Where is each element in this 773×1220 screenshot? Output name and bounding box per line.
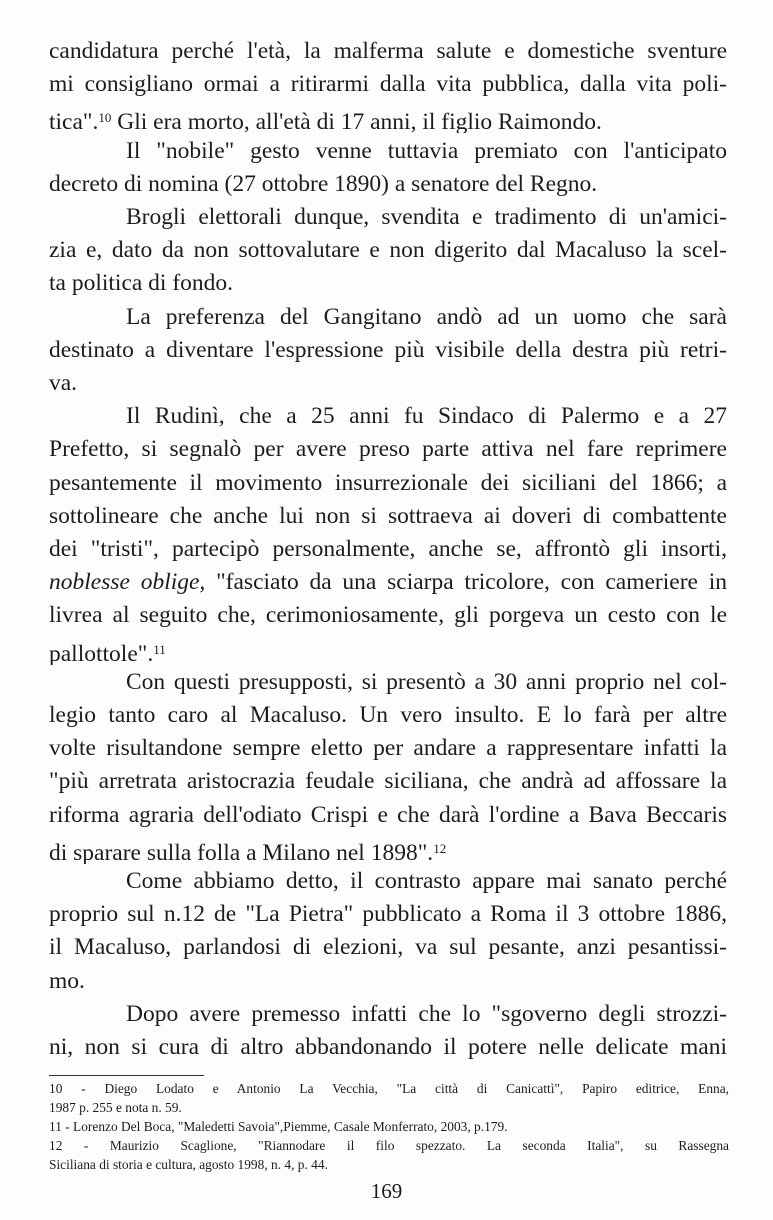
body-line: zia e, dato da non sottovalutare e non digerito dal Macaluso la scel- [49,237,727,264]
body-line: destinato a diventare l'espressione più visibile della destra più retri- [49,336,727,363]
body-line: livrea al seguito che, cerimoniosamente, gli porgeva un cesto con le [49,602,727,629]
footnote-ref: 11 [153,641,166,657]
footnote: 1987 p. 255 e nota n. 59. [49,1100,182,1115]
body-line: il Macaluso, parlandosi di elezioni, va sul pesante, anzi pesantissi- [49,934,727,961]
body-line: tica".$^{10}$ Gli era morto, all'età di 17 anni, il figlio Raimondo. [49,109,602,134]
body-line: pesantemente il movimento insurrezionale dei siciliani del 1866; a [49,469,727,496]
footnote: 12 - Maurizio Scaglione, "Riannodare il filo spezzato. La seconda Italia", su Rassegna [49,1138,729,1153]
body-line: ni, non si cura di altro abbandonando il potere nelle delicate mani [49,1034,727,1060]
footnote-ref: 12 [433,840,447,856]
body-line: ta politica di fondo. [49,270,234,297]
footnote: 10 - Diego Lodato e Antonio La Vecchia, "La città di Canicattì", Papiro editrice, Enna, [49,1081,729,1096]
page-number: 169 [370,1179,403,1203]
body-line: riforma agraria dell'odiato Crispi e che darà l'ordine a Bava Beccaris [49,801,727,828]
italic-phrase: noblesse oblige, [49,569,206,596]
body-line: Brogli elettorali dunque, svendita e tradimento di un'amici- [126,204,727,230]
body-line: mi consigliano ormai a ritirarmi dalla vita pubblica, dalla vita poli- [49,71,727,98]
footnote-separator [49,1075,204,1076]
footnote: Siciliana di storia e cultura, agosto 1998, n. 4, p. 44. [49,1157,328,1172]
body-line: proprio sul n.12 de "La Pietra" pubblicato a Roma il 3 ottobre 1886, [49,901,727,928]
body-line: "più arretrata aristocrazia feudale siciliana, che andrà ad affossare la [49,768,727,795]
body-line: dei "tristi", partecipò personalmente, anche se, affrontò gli insorti, [49,536,727,562]
body-line: Con questi presupposti, si presentò a 30 anni proprio nel col- [126,668,727,695]
body-line: va. [49,370,78,396]
footnote: 11 - Lorenzo Del Boca, "Maledetti Savoia",Piemme, Casale Monferrato, 2003, p.179. [49,1119,508,1134]
body-line: Il Rudinì, che a 25 anni fu Sindaco di Palermo e a 27 [126,403,727,430]
body-line: di sparare sulla folla a Milano nel 1898".$^{12}$ [49,839,447,864]
body-line: La preferenza del Gangitano andò ad un uomo che sarà [126,303,727,330]
body-line: legio tanto caro al Macaluso. Un vero insulto. E lo farà per altre [49,702,727,728]
footnote-ref: 10 [98,110,112,126]
body-line: Dopo avere premesso infatti che lo "sgoverno degli strozzi- [126,1000,727,1027]
body-line: pallottole".$^{11}$ [49,640,166,665]
body-line: Come abbiamo detto, il contrasto appare mai sanato perché [126,868,727,894]
body-line: candidatura perché l'età, la malferma salute e domestiche sventure [49,38,727,64]
body-line: noblesse oblige, "fasciato da una sciarpa tricolore, con cameriere in [49,569,727,596]
body-line: sottolineare che anche lui non si sottraeva ai doveri di combattente [49,502,727,529]
body-line: volte risultandone sempre eletto per andare a rappresentare infatti la [49,735,727,762]
body-line: Prefetto, si segnalò per avere preso parte attiva nel fare reprimere [49,436,727,463]
body-line: decreto di nomina (27 ottobre 1890) a senatore del Regno. [49,170,598,197]
body-line: Il "nobile" gesto venne tuttavia premiato con l'anticipato [126,137,727,164]
body-line: mo. [49,967,85,994]
